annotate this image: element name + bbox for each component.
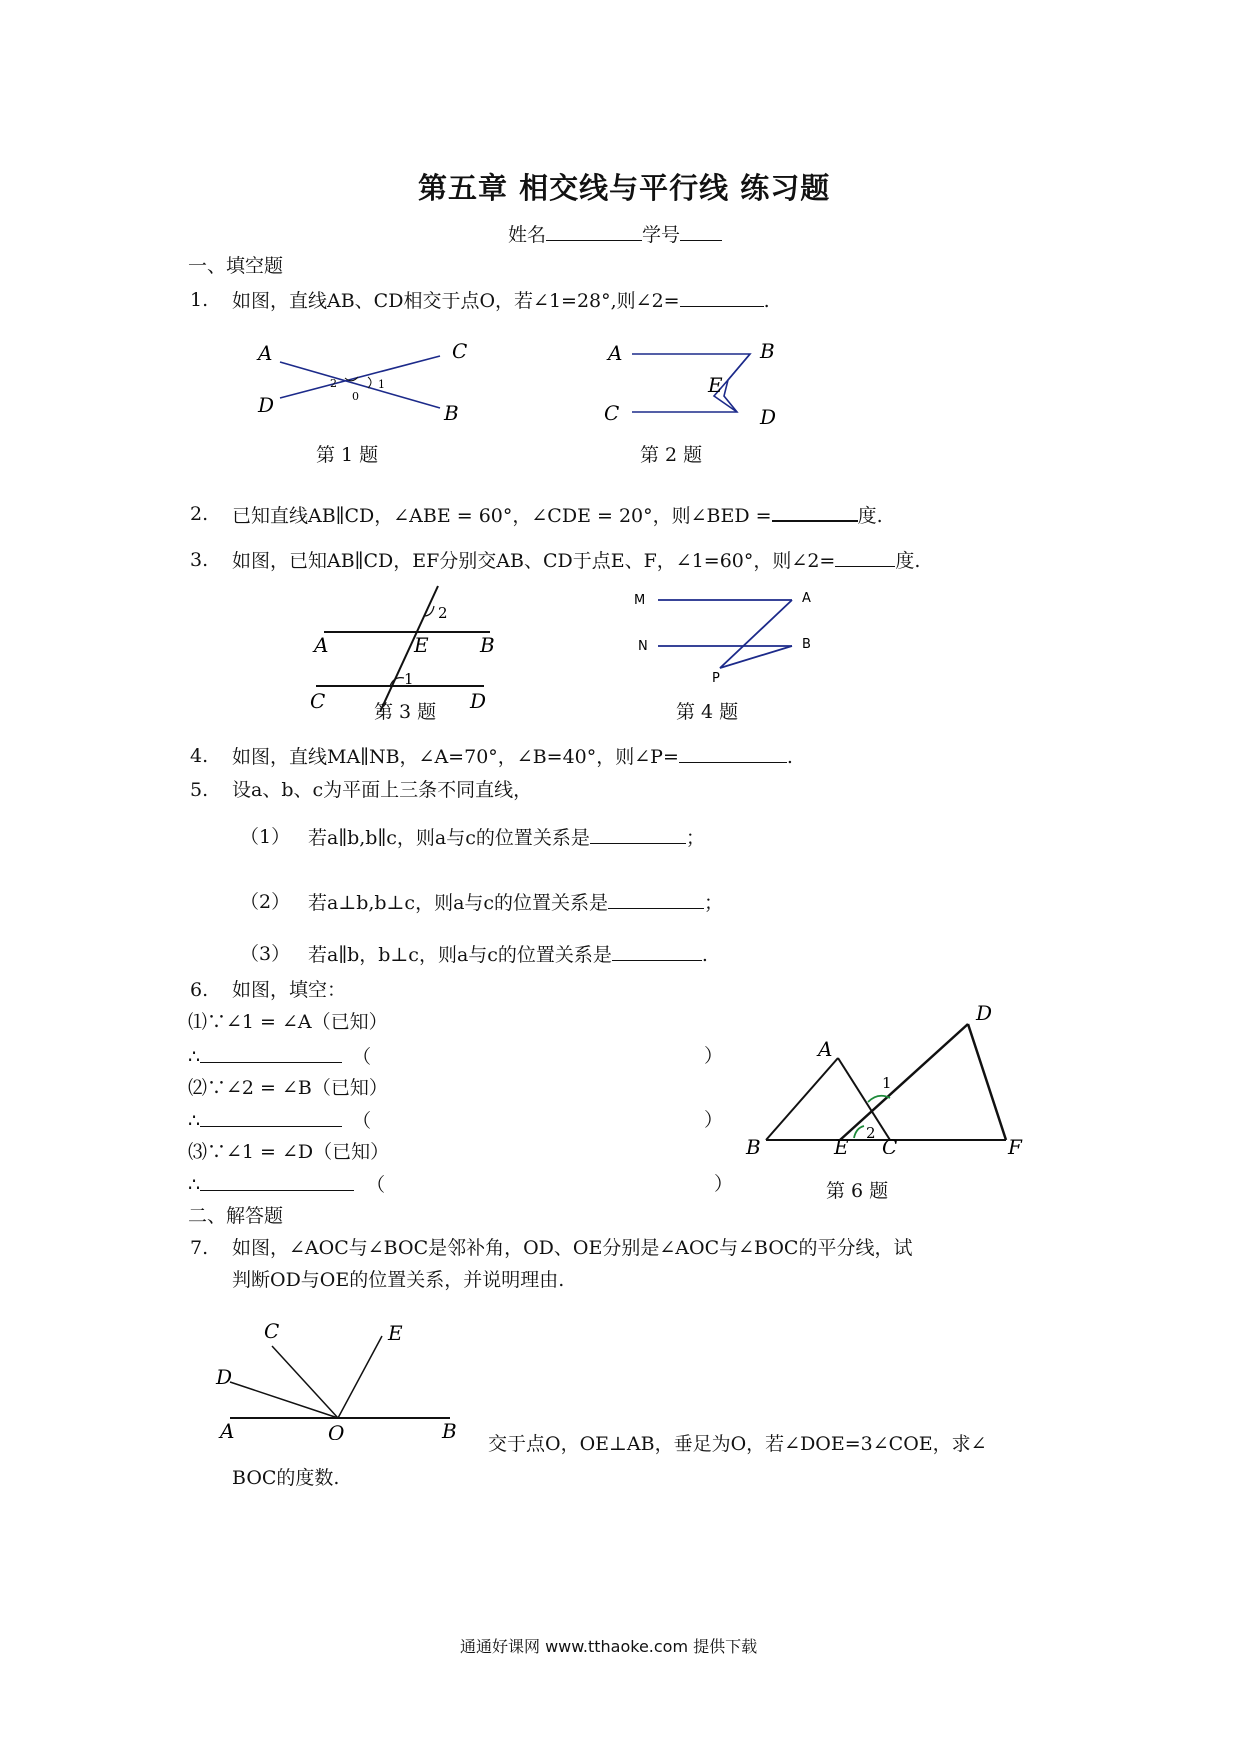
fig6-line-ba — [766, 1058, 838, 1140]
fig3-label-a: A — [314, 633, 329, 657]
fig6-caption: 第 6 题 — [826, 1180, 889, 1202]
fig6-angle-1: 1 — [882, 1074, 892, 1092]
q6-conclusion-1: ∴ （ — [188, 1046, 372, 1068]
line-ab — [280, 362, 440, 408]
fig3-line-ef — [380, 586, 438, 712]
q2-text: 已知直线AB∥CD，∠ABE = 60°，∠CDE = 20°，则∠BED = 度. — [232, 502, 883, 528]
fig2-label-b: B — [760, 339, 775, 363]
fig3-label-c: C — [310, 689, 326, 712]
q5-item-2-label: （2） — [240, 891, 291, 913]
q6-2-answer-blank[interactable] — [200, 1108, 342, 1127]
q7-line-2: 判断OD与OE的位置关系，并说明理由. — [232, 1269, 565, 1291]
q3-text: 如图，已知AB∥CD，EF分别交AB、CD于点E、F，∠1=60°，则∠2= 度. — [232, 550, 921, 572]
footer-text: 通通好课网 www.tthaoke.com 提供下载 — [460, 1637, 758, 1656]
fig6-label-b: B — [746, 1135, 761, 1154]
q6-number: 6. — [190, 979, 209, 1001]
fig2-label-c: C — [604, 401, 620, 425]
q6-conclusion-2: ∴ （ — [188, 1110, 372, 1132]
fig7-ray-oe — [338, 1336, 382, 1418]
q5-text: 设a、b、c为平面上三条不同直线， — [232, 779, 533, 801]
name-label: 姓名 — [508, 224, 547, 246]
q6-2-close: ） — [704, 1109, 724, 1131]
fig3-caption: 第 3 题 — [374, 701, 437, 723]
fig4-label-a: A — [802, 591, 811, 606]
fig6-line-ed — [840, 1024, 968, 1140]
fig2-label-a: A — [608, 341, 623, 365]
q8-line-1: 交于点O，OE⊥AB，垂足为O，若∠DOE=3∠COE，求∠ — [488, 1433, 987, 1455]
fig6-label-c: C — [882, 1135, 898, 1154]
q5-item-1: 若a∥b,b∥c，则a与c的位置关系是 ； — [308, 827, 705, 849]
fig1-angle-2: 2 — [330, 377, 337, 390]
fig6-line-ac — [838, 1058, 890, 1140]
fig7-label-a: A — [220, 1419, 235, 1440]
q8-line-2: BOC的度数. — [232, 1467, 340, 1489]
fig4-label-b: B — [802, 637, 811, 652]
figure-3 — [300, 582, 510, 712]
fig2-label-e: E — [708, 373, 723, 397]
fig6-angle-2: 2 — [866, 1124, 876, 1142]
fig6-label-f: F — [1008, 1135, 1022, 1154]
q6-text: 如图，填空： — [232, 979, 347, 1001]
figure-6 — [736, 994, 1036, 1154]
q5-item-3-label: （3） — [240, 943, 291, 965]
q4-number: 4. — [190, 745, 209, 767]
fig4-caption: 第 4 题 — [676, 701, 739, 723]
q5-item-3: 若a∥b，b⊥c，则a与c的位置关系是 . — [308, 944, 708, 966]
fig3-label-d: D — [470, 689, 487, 712]
fig1-label-a: A — [258, 341, 273, 365]
fig4-lines-ap-bp — [720, 600, 792, 668]
q5-number: 5. — [190, 779, 209, 801]
q6-3-answer-blank[interactable] — [200, 1172, 354, 1191]
fig2-caption: 第 2 题 — [640, 444, 703, 466]
q7-line-1: 如图，∠AOC与∠BOC是邻补角，OD、OE分别是∠AOC与∠BOC的平分线，试 — [232, 1237, 913, 1259]
fig3-angle-1: 1 — [404, 670, 414, 688]
fig4-label-p: P — [712, 671, 720, 686]
fig1-caption: 第 1 题 — [316, 444, 379, 466]
q5-item-1-label: （1） — [240, 826, 291, 848]
fig6-label-d: D — [976, 1001, 993, 1025]
fig3-label-e: E — [414, 633, 429, 657]
student-info — [508, 222, 722, 247]
fig1-angle-1: 1 — [378, 378, 385, 391]
q6-1-answer-blank[interactable] — [200, 1044, 342, 1063]
q7-number: 7. — [190, 1237, 209, 1259]
figure-4 — [630, 582, 830, 692]
q6-3-close: ） — [714, 1173, 734, 1195]
line-cd — [280, 356, 440, 398]
q6-conclusion-3: ∴ （ — [188, 1174, 386, 1196]
id-label: 学号 — [642, 224, 681, 246]
name-field[interactable] — [546, 222, 642, 241]
fig1-label-d: D — [258, 393, 275, 417]
fig7-label-d: D — [216, 1365, 233, 1389]
page-title: 第五章 相交线与平行线 练习题 — [418, 171, 831, 205]
q6-given-3: ⑶∵∠1 = ∠D（已知） — [188, 1141, 390, 1163]
q5-3-answer-blank[interactable] — [612, 942, 702, 961]
id-field[interactable] — [680, 222, 722, 241]
fig7-label-e: E — [388, 1321, 403, 1345]
fig1-label-b: B — [444, 401, 459, 425]
fig6-line-df — [968, 1024, 1006, 1140]
q6-1-close: ） — [704, 1045, 724, 1067]
q5-item-2: 若a⊥b,b⊥c，则a与c的位置关系是 ； — [308, 892, 724, 914]
q4-answer-blank[interactable] — [679, 744, 787, 763]
q5-2-answer-blank[interactable] — [608, 890, 704, 909]
q5-1-answer-blank[interactable] — [590, 825, 686, 844]
fig3-label-b: B — [480, 633, 495, 657]
q2-answer-blank[interactable] — [772, 502, 858, 522]
figure-7 — [210, 1310, 470, 1440]
fig2-label-d: D — [760, 405, 777, 429]
fig4-label-n: N — [638, 639, 648, 654]
fig7-label-o: O — [328, 1421, 345, 1440]
fig1-label-o: 0 — [352, 390, 359, 403]
q6-given-2: ⑵∵∠2 = ∠B（已知） — [188, 1077, 388, 1099]
q1-number: 1. — [190, 289, 209, 311]
fig4-label-m: M — [634, 593, 646, 608]
fig6-label-a: A — [818, 1037, 833, 1061]
q1-answer-blank[interactable] — [680, 288, 764, 307]
fig1-label-c: C — [452, 339, 468, 363]
q2-number: 2. — [190, 503, 209, 525]
fig6-label-e: E — [834, 1135, 849, 1154]
q1-text: 如图，直线AB、CD相交于点O，若∠1=28°,则∠2= . — [232, 290, 770, 312]
fig3-angle-2: 2 — [438, 604, 448, 622]
q6-given-1: ⑴∵∠1 = ∠A（已知） — [188, 1011, 388, 1033]
section-answer: 二、解答题 — [188, 1205, 284, 1227]
q3-answer-blank[interactable] — [835, 548, 895, 567]
fig7-label-b: B — [442, 1419, 457, 1440]
fig2-polyline — [632, 354, 750, 412]
figure-1 — [240, 330, 480, 430]
q4-text: 如图，直线MA∥NB，∠A=70°，∠B=40°，则∠P= . — [232, 746, 793, 768]
section-fill-blank: 一、填空题 — [188, 255, 284, 277]
q3-number: 3. — [190, 549, 209, 571]
figure-2 — [590, 330, 790, 430]
fig7-label-c: C — [264, 1319, 280, 1343]
